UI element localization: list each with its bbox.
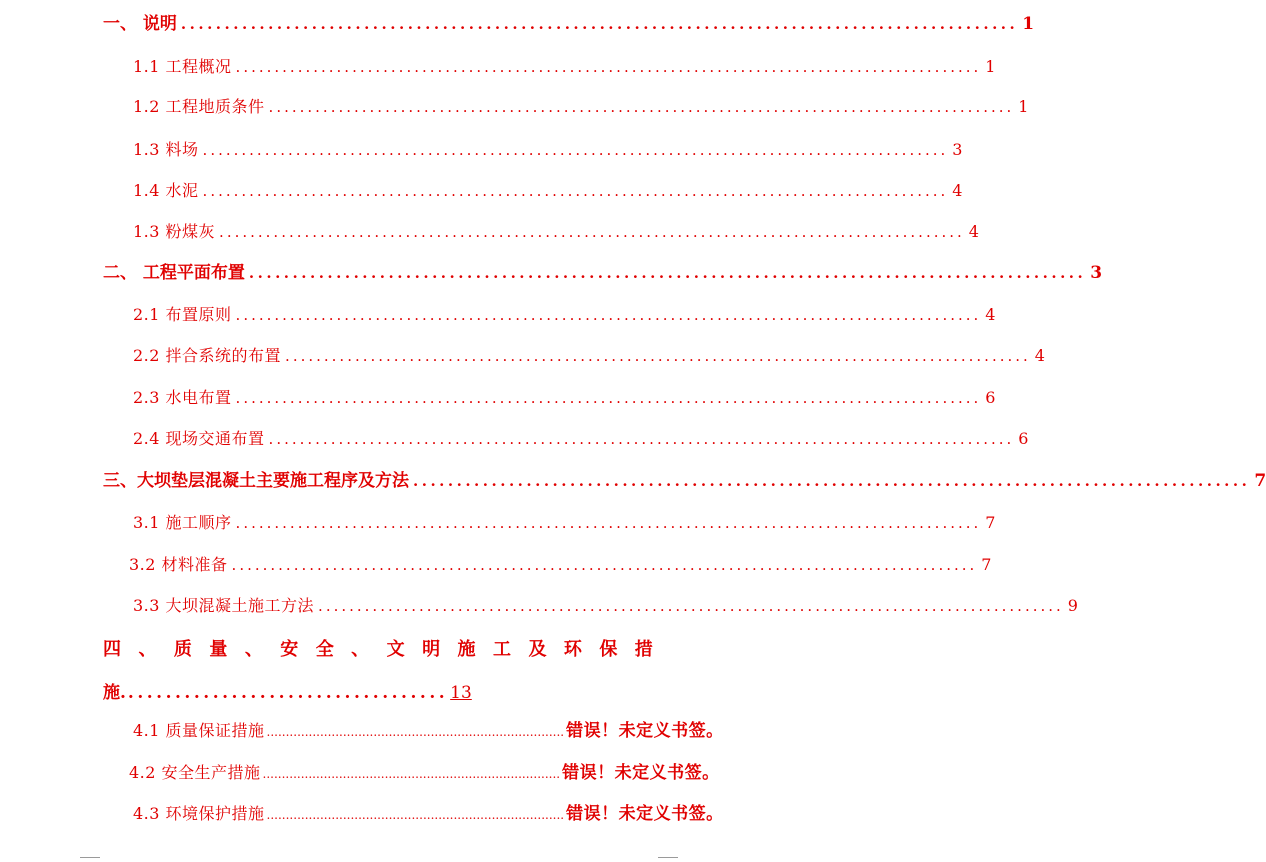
heading-char: 及 — [528, 639, 547, 660]
toc-entry[interactable] — [133, 303, 996, 327]
toc-entry-page: 7 — [981, 555, 992, 574]
toc-leader: ................................................................................................ — [231, 556, 978, 574]
toc-leader: ................................................................................................ — [202, 182, 949, 200]
toc-entry-page: 7 — [985, 513, 996, 532]
page-corner-mark — [80, 857, 100, 858]
toc-entry[interactable] — [133, 344, 1046, 368]
toc-section4-continuation[interactable] — [103, 678, 472, 703]
toc-leader: ................................................................................................ — [413, 472, 1251, 490]
toc-entry-title: 3.1 施工顺序 — [133, 513, 232, 532]
toc-entry-title: 4.1 质量保证措施 — [133, 721, 265, 740]
heading-char: 量 — [209, 639, 228, 660]
toc-leader: ................................................................................................ — [235, 58, 982, 76]
toc-entry-page: 6 — [1018, 429, 1029, 448]
heading-char: 保 — [599, 639, 618, 660]
toc-entry-title: 1.1 工程概况 — [133, 57, 232, 76]
toc-entry[interactable] — [129, 553, 992, 577]
toc-entry-error[interactable] — [133, 802, 724, 826]
toc-entry[interactable] — [133, 55, 996, 79]
toc-entry[interactable] — [133, 594, 1079, 618]
toc-entry-page: 1 — [1018, 97, 1029, 116]
toc-entry-page: 7 — [1254, 471, 1266, 491]
toc-entry-title: 二、 工程平面布置 — [103, 263, 245, 283]
toc-leader: .............................................................................. — [266, 725, 565, 739]
toc-entry-title: 2.3 水电布置 — [133, 388, 232, 407]
toc-entry-title: 2.2 拌合系统的布置 — [133, 346, 282, 365]
toc-leader: ................................................................................................ — [285, 347, 1031, 365]
heading-char: 明 — [422, 639, 441, 660]
toc-leader: .............................................................................. — [266, 808, 565, 822]
toc-entry[interactable] — [133, 511, 996, 535]
heading-char: 质 — [173, 639, 192, 660]
toc-leader: ................................................................................................ — [268, 430, 1015, 448]
toc-entry-page: 9 — [1067, 596, 1079, 615]
toc-entry-error[interactable] — [129, 761, 720, 785]
toc-entry-title: 1.3 粉煤灰 — [133, 222, 216, 241]
toc-leader: ................................................................................................ — [248, 264, 1087, 282]
heading-char: 文 — [386, 639, 405, 660]
toc-leader: ................................................................................................ — [219, 223, 965, 241]
bookmark-error-text: 错误！未定义书签。 — [566, 721, 724, 741]
bookmark-error-text: 错误！未定义书签。 — [562, 763, 720, 783]
toc-entry-title: 4.3 环境保护措施 — [133, 804, 265, 823]
toc-entry-page: 4 — [985, 305, 996, 324]
toc-entry-page: 1 — [1022, 14, 1035, 34]
toc-section4-heading[interactable] — [103, 635, 653, 661]
toc-leader: .................................. — [127, 683, 449, 703]
bookmark-error-text: 错误！未定义书签。 — [566, 804, 724, 824]
toc-entry-page: 3 — [1090, 263, 1103, 283]
heading-char: 措 — [634, 639, 653, 660]
toc-entry-title: 1.4 水泥 — [133, 181, 199, 200]
toc-leader: ................................................................................................ — [318, 597, 1064, 615]
toc-entry[interactable] — [133, 179, 963, 203]
toc-entry-title: 2.1 布置原则 — [133, 305, 232, 324]
toc-entry[interactable] — [133, 427, 1029, 451]
toc-entry-title: 3.2 材料准备 — [129, 555, 228, 574]
toc-entry-page: 6 — [985, 388, 996, 407]
toc-entry[interactable] — [103, 469, 1266, 493]
toc-entry-title: 施. — [103, 683, 126, 703]
toc-entry[interactable] — [133, 95, 1029, 119]
heading-char: 、 — [244, 639, 263, 660]
heading-char: 工 — [492, 639, 511, 660]
toc-entry[interactable] — [103, 12, 1035, 36]
toc-leader: ................................................................................................ — [202, 141, 949, 159]
toc-entry-page: 3 — [952, 140, 963, 159]
toc-entry-title: 4.2 安全生产措施 — [129, 763, 261, 782]
page-corner-mark — [658, 857, 678, 858]
toc-leader: ................................................................................................ — [235, 389, 982, 407]
heading-char: 环 — [563, 639, 582, 660]
toc-entry[interactable] — [133, 386, 996, 410]
toc-entry-title: 2.4 现场交通布置 — [133, 429, 265, 448]
toc-entry-title: 三、大坝垫层混凝土主要施工程序及方法 — [103, 471, 409, 491]
toc-entry-title: 3.3 大坝混凝土施工方法 — [133, 596, 315, 615]
toc-entry-page: 1 — [985, 57, 996, 76]
toc-entry-page: 4 — [1034, 346, 1046, 365]
toc-leader: ................................................................................................ — [180, 15, 1019, 33]
heading-char: 、 — [138, 639, 157, 660]
heading-char: 安 — [280, 639, 299, 660]
toc-entry[interactable] — [133, 138, 963, 162]
toc-entry-title: 1.3 料场 — [133, 140, 199, 159]
toc-entry-page: 4 — [968, 222, 980, 241]
toc-leader: .............................................................................. — [262, 767, 561, 781]
toc-entry-error[interactable] — [133, 719, 724, 743]
heading-char: 四 — [103, 639, 121, 660]
toc-entry-title: 一、 说明 — [103, 14, 177, 34]
heading-char: 、 — [351, 639, 370, 660]
toc-entry[interactable] — [133, 220, 980, 244]
heading-char: 施 — [457, 639, 476, 660]
toc-leader: ................................................................................................ — [268, 98, 1015, 116]
heading-char: 全 — [315, 639, 334, 660]
toc-entry[interactable] — [103, 261, 1103, 285]
toc-entry-page: 4 — [952, 181, 963, 200]
toc-entry-title: 1.2 工程地质条件 — [133, 97, 265, 116]
toc-leader: ................................................................................................ — [235, 514, 982, 532]
toc-leader: ................................................................................................ — [235, 306, 982, 324]
toc-entry-page[interactable]: 13 — [450, 683, 472, 703]
